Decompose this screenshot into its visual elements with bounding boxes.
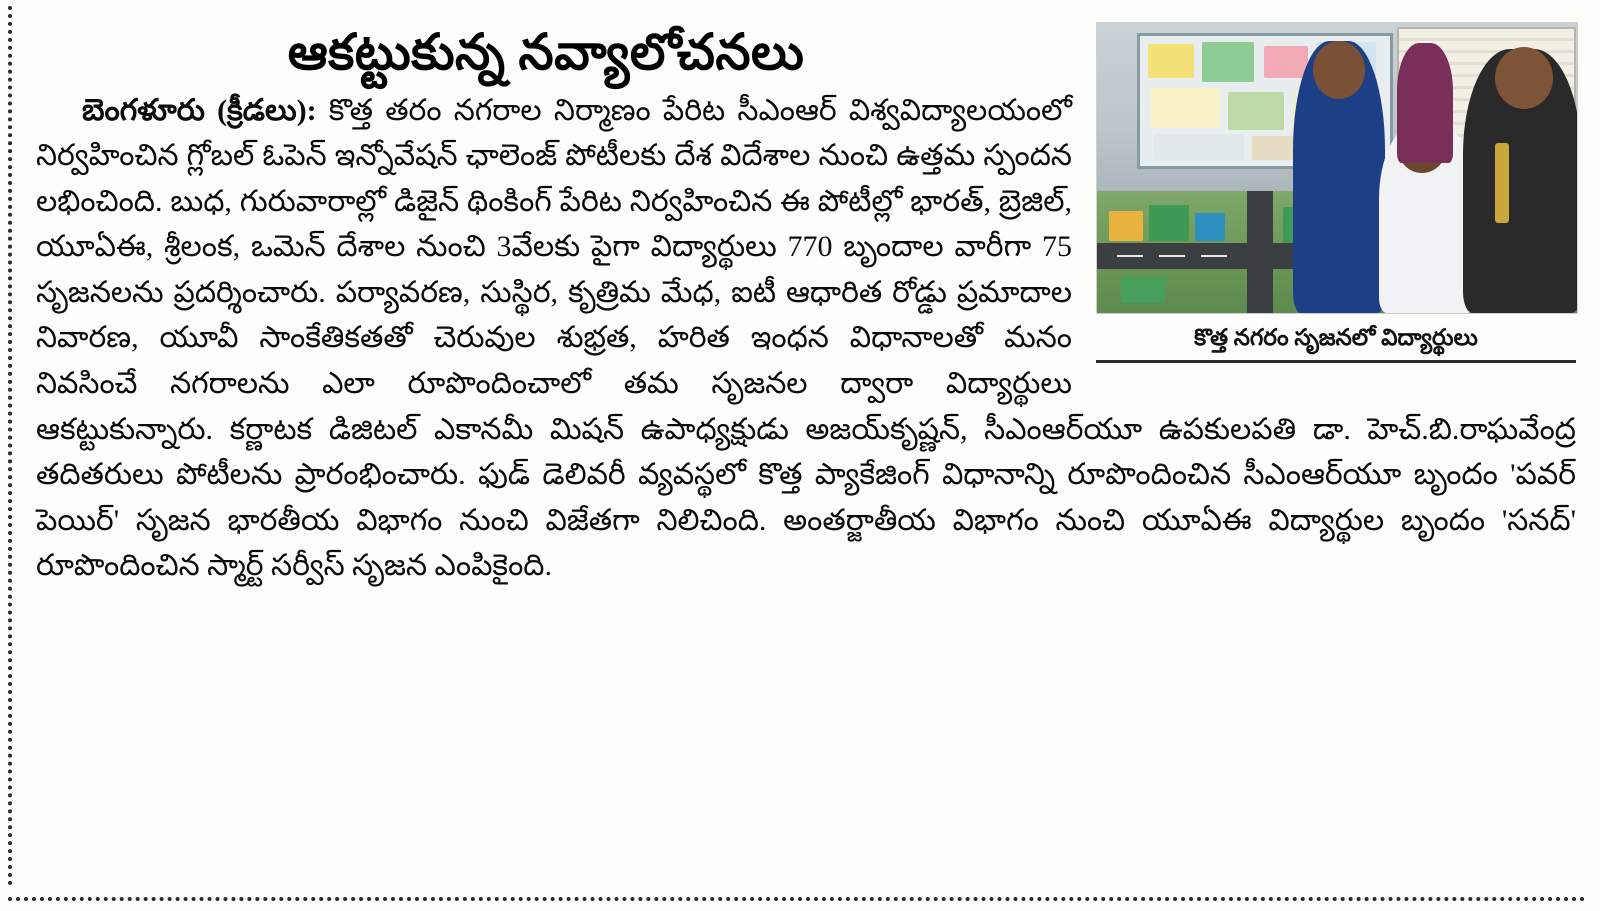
photo-person-head <box>1313 41 1365 99</box>
photo-road-marking <box>1159 255 1185 257</box>
photo-model-road <box>1247 191 1273 313</box>
article-dateline: బెంగళూరు (క్రీడలు): <box>82 93 317 127</box>
photo-block <box>1096 22 1576 363</box>
article-body-text: కొత్త తరం నగరాల నిర్మాణం పేరిట సీఎంఆర్ విశ్వవిద్యాలయంలో నిర్వహించిన గ్లోబల్ ఓపెన్ ఇన్నోవేషన్ ఛాలెంజ్ పోటీలకు దేశ విదేశాల నుంచి ఉత్తమ స్పందన లభించింది. బుధ, గురువారాల్లో డిజైన్ థింకింగ్ పేరిట నిర్వహించిన ఈ పోటీల్లో భారత్, బ్రెజిల్, యూఏఈ, శ్రీలంక, ఒమెన్ దేశాల నుంచి 3వేలకు పైగా విద్యార్థులు 770 బృందాల వారీగా 75 సృజనలను ప్రదర్శించారు. పర్యావరణ, సుస్థిర, కృత్రిమ మేధ, ఐటీ ఆధారిత రోడ్డు ప్రమాదాల నివారణ, యూవీ సాంకేతికతతో చెరువుల శుభ్రత, హరిత ఇంధన విధానాలతో మనం నివసించే నగరాలను ఎలా రూపొందించాలో తమ సృజనల ద్వారా విద్యార్థులు ఆకట్టుకున్నారు. కర్ణాటక డిజిటల్ ఎకానమీ మిషన్ ఉపాధ్యక్షుడు అజయ్‌కృష్ణన్, సీఎంఆర్‌యూ ఉపకులపతి డా. హెచ్.బి.రాఘవేంద్ర తదితరులు పోటీలను ప్రారంభించారు. ఫుడ్ డెలివరీ వ్యవస్థలో కొత్త ప్యాకేజింగ్ విధానాన్ని రూపొందించిన సీఎంఆర్‌యూ బృందం 'పవర్ పెయిర్' సృజన భారతీయ విభాగం నుంచి విజేతగా నిలిచింది. అంతర్జాతీయ విభాగం నుంచి యూఏఈ విద్యార్థుల బృందం 'సనద్' రూపొందించిన స్మార్ట్ సర్వీస్ సృజన ఎంపికైంది. <box>36 93 1576 583</box>
photo-board-note <box>1150 88 1220 128</box>
photo-road-marking <box>1201 255 1227 257</box>
photo-model-building <box>1121 277 1165 303</box>
photo-board-note <box>1148 44 1194 78</box>
photo-road-marking <box>1117 255 1143 257</box>
photo-board-note <box>1202 42 1254 82</box>
article-photo <box>1096 22 1578 314</box>
photo-lanyard <box>1495 143 1509 223</box>
photo-board-note <box>1264 46 1308 78</box>
left-dotted-rule <box>8 6 12 886</box>
article-content <box>36 14 1576 874</box>
article-headline: ఆకట్టుకున్న నవ్యాలోచనలు <box>287 24 805 80</box>
photo-board-note <box>1154 134 1244 160</box>
bottom-dotted-rule <box>8 897 1586 901</box>
photo-model-building <box>1195 213 1225 241</box>
photo-person-head <box>1495 47 1553 109</box>
photo-caption: కొత్త నగరం సృజనలో విద్యార్థులు <box>1096 314 1576 363</box>
photo-person <box>1397 43 1453 163</box>
photo-model-building <box>1109 211 1143 241</box>
photo-model-building <box>1149 205 1189 241</box>
photo-board-note <box>1228 92 1284 130</box>
